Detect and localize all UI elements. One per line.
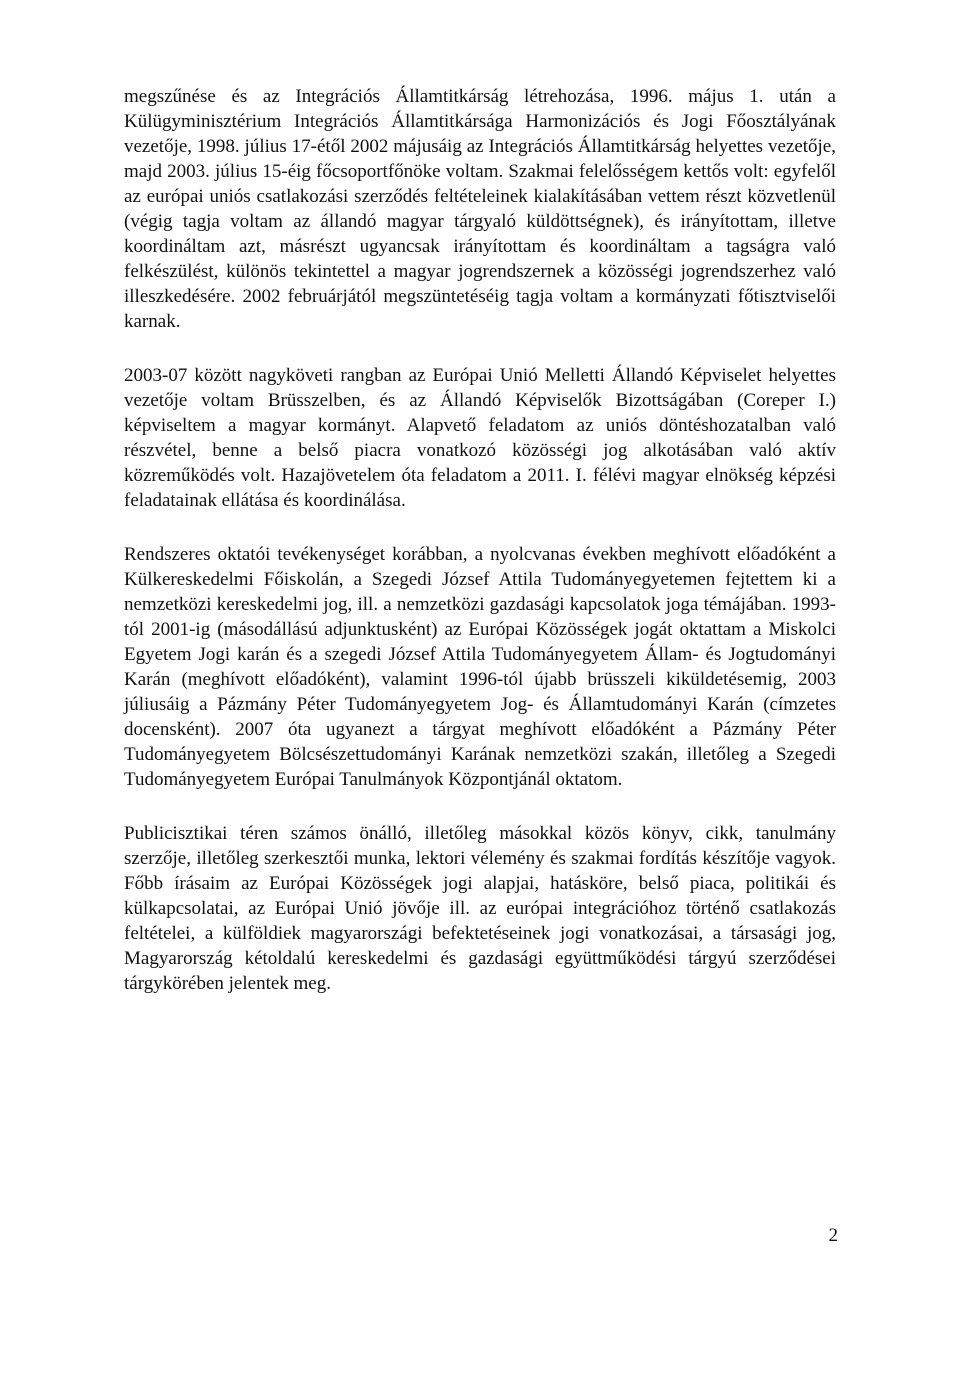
document-body [124,84,836,996]
paragraph-teaching: Rendszeres oktatói tevékenységet korábban, a nyolcvanas években meghívott előadóként a Külkereskedelmi Főiskolán, a Szegedi József Attila Tudományegyetemen fejtettem ki a nemzetközi kereskedelmi jog, ill. a nemzetközi gazdasági kapcsolatok joga témájában. 1993-tól 2001-ig (másodállású adjunktusként) az Európai Közösségek jogát oktattam a Miskolci Egyetem Jogi karán és a szegedi József Attila Tudományegyetem Állam- és Jogtudományi Karán (meghívott előadóként), valamint 1996-tól újabb brüsszeli kiküldetésemig, 2003 júliusáig a Pázmány Péter Tudományegyetem Jog- és Államtudományi Karán (címzetes docensként). 2007 óta ugyanezt a tárgyat meghívott előadóként a Pázmány Péter Tudományegyetem Bölcsészettudományi Karának nemzetközi szakán, illetőleg a Szegedi Tudományegyetem Európai Tanulmányok Központjánál oktatom. [124,544,836,790]
page-number: 2 [828,1225,838,1246]
paragraph-career-integration: megszűnése és az Integrációs Államtitkárság létrehozása, 1996. május 1. után a Külügyminisztérium Integrációs Államtitkársága Harmonizációs és Jogi Főosztályának vezetője, 1998. július 17-étől 2002 májusáig az Integrációs Államtitkárság helyettes vezetője, majd 2003. július 15-éig főcsoportfőnöke voltam. Szakmai felelősségem kettős volt: egyfelől az európai uniós csatlakozási szerződés feltételeinek kialakításában vettem részt közvetlenül (végig tagja voltam az állandó magyar tárgyaló küldöttségnek), és irányítottam, illetve koordináltam azt, másrészt ugyancsak irányítottam és koordináltam a tagságra való felkészülést, különös tekintettel a magyar jogrendszernek a közösségi jogrendszerhez való illeszkedésére. 2002 februárjától megszüntetéséig tagja voltam a kormányzati főtisztviselői karnak. [124,86,836,332]
paragraph-publications: Publicisztikai téren számos önálló, illetőleg másokkal közös könyv, cikk, tanulmány szerzője, illetőleg szerkesztői munka, lektori vélemény és szakmai fordítás készítője vagyok. Főbb írásaim az Európai Közösségek jogi alapjai, hatásköre, belső piaca, politikái és külkapcsolatai, az Európai Unió jövője ill. az európai integrációhoz történő csatlakozás feltételei, a külföldiek magyarországi befektetéseinek jogi vonatkozásai, a társasági jog, Magyarország kétoldalú kereskedelmi és gazdasági együttműködési tárgyú szerződései tárgykörében jelentek meg. [124,823,836,994]
paragraph-brussels-representation: 2003-07 között nagyköveti rangban az Európai Unió Melletti Állandó Képviselet helyettes vezetője voltam Brüsszelben, és az Állandó Képviselők Bizottságában (Coreper I.) képviseltem a magyar kormányt. Alapvető feladatom az uniós döntéshozatalban való részvétel, benne a belső piacra vonatkozó közösségi jog alkotásában való aktív közreműködés volt. Hazajövetelem óta feladatom a 2011. I. félévi magyar elnökség képzési feladatainak ellátása és koordinálása. [124,365,836,511]
